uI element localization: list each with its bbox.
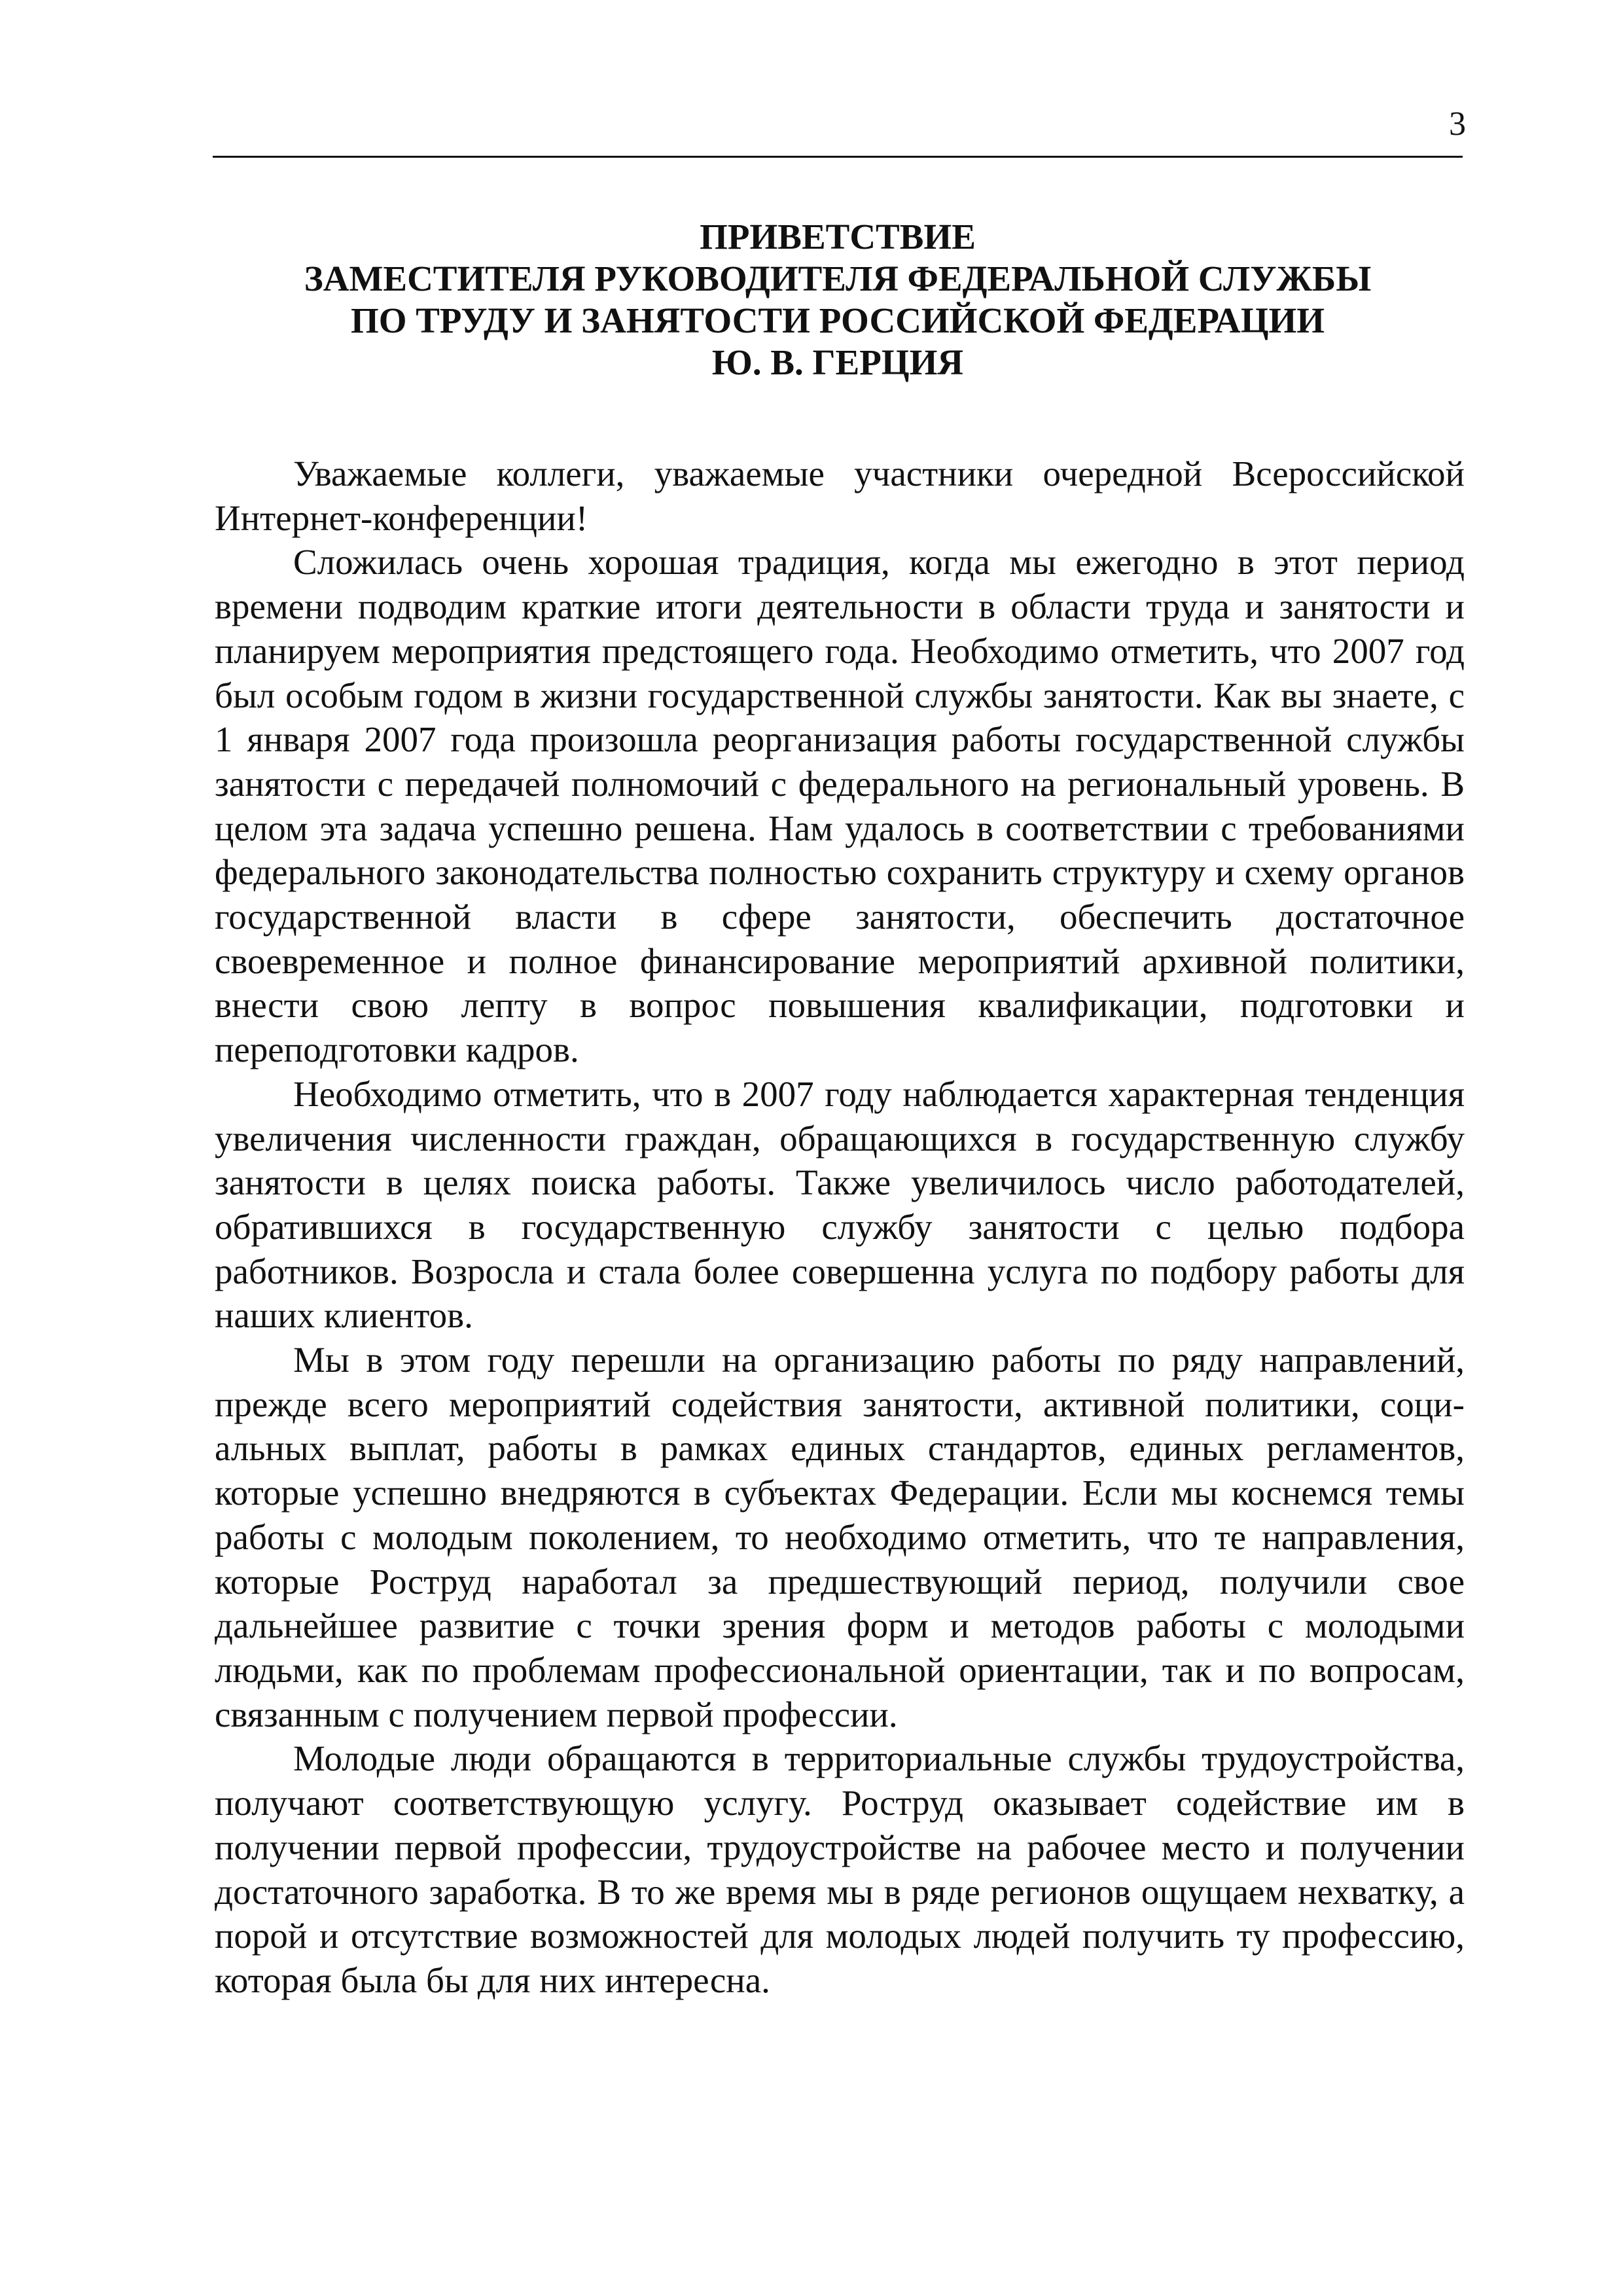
paragraph: Мы в этом году перешли на организацию работы по ряду направлений, прежде всего мероприятий содействия занятости, активной политики, социальных выплат, работы в рамках единых стандартов, единых регламентов, которые успешно внедряются в субъектах Федерации. Если мы коснемся темы работы с молодым поколением, то необходимо отметить, что те направления, которые Роструд наработал за предшествующий период, получили свое дальнейшее развитие с точки зрения форм и методов работы с молодыми людьми, как по проблемам профессиональной ориентации, так и по вопросам, связанным с получением первой профессии. [215,1340,1465,1734]
page-number: 3 [1449,105,1466,143]
title-line: ЗАМЕСТИТЕЛЯ РУКОВОДИТЕЛЯ ФЕДЕРАЛЬНОЙ СЛУЖБЫ [304,259,1372,298]
body-text [215,452,1465,2003]
page-title [213,216,1463,384]
paragraph: Молодые люди обращаются в территориальные службы трудоустройства, получают соответствующую услугу. Роструд оказывает содействие им в получении первой профессии, трудоустройстве на рабочее место и получении достаточного заработка. В то же время мы в ряде регионов ощущаем нехватку, а порой и отсутствие возможностей для молодых людей получить ту профессию, которая была бы для них интересна. [215,1738,1465,2000]
title-line: ПО ТРУДУ И ЗАНЯТОСТИ РОССИЙСКОЙ ФЕДЕРАЦИИ [350,300,1325,340]
title-line: Ю. В. ГЕРЦИЯ [711,342,964,382]
title-line: ПРИВЕТСТВИЕ [700,217,976,257]
header-rule [213,156,1463,158]
paragraph: Необходимо отметить, что в 2007 году наблюдается характерная тенденция увеличения численности граждан, обращающихся в государственную службу занятости в целях поиска работы. Также увеличилось число работодателей, обратившихся в государственную службу занятости с целью подбора работников. Возросла и стала более совершенна услуга по подбору работы для наших клиентов. [215,1073,1465,1336]
paragraph: Уважаемые коллеги, уважаемые участники очередной Всероссийской Интернет-конференции! [215,454,1465,538]
paragraph: Сложилась очень хорошая традиция, когда мы ежегодно в этот период времени подводим краткие итоги деятельности в области труда и занятости и планируем мероприятия предстоящего года. Необходимо отметить, что 2007 год был особым годом в жизни государственной службы занятости. Как вы знаете, с 1 января 2007 года произошла реорганизация работы государственной службы занятости с передачей полномочий с федерального на региональный уровень. В целом эта задача успешно решена. Нам удалось в соответствии с требованиями федерального законодательства полностью сохранить структуру и схему органов государственной власти в сфере занятости, обеспечить достаточное своевременное и полное финансирование мероприятий архивной политики, внести свою лепту в вопрос повышения квалификации, подготовки и переподготовки кадров. [215,542,1465,1070]
